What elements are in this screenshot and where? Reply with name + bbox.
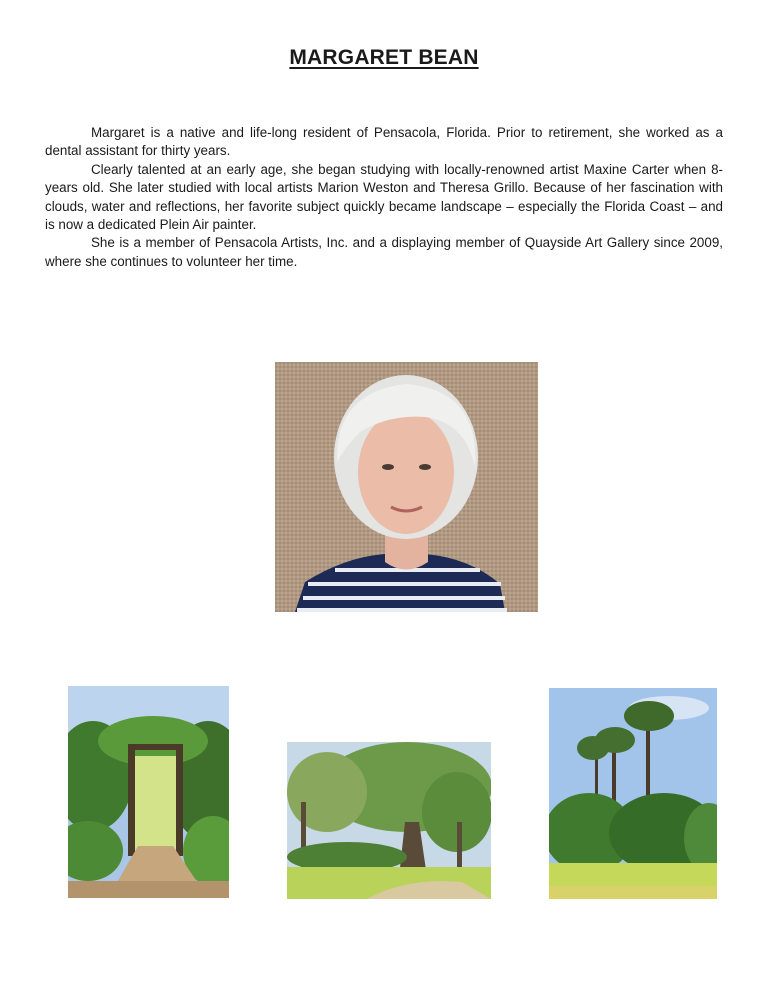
bio-paragraph-3: She is a member of Pensacola Artists, Inc. and a displaying member of Quayside Art Gallery since 2009, where she continues to volunteer her time.	[45, 235, 723, 269]
painting-pine-trees	[549, 688, 717, 899]
painting-garden-arbor	[68, 686, 229, 898]
artist-portrait-photo	[275, 362, 538, 612]
biography-text	[45, 124, 723, 271]
bio-paragraph-1: Margaret is a native and life-long resident of Pensacola, Florida. Prior to retirement, she worked as a dental assistant for thirty years.	[45, 125, 723, 159]
bio-paragraph-2: Clearly talented at an early age, she began studying with locally-renowned artist Maxine Carter when 8-years old. She later studied with local artists Marion Weston and Theresa Grillo. Because of her fascination with clouds, water and reflections, her favorite subject quickly became landscape – especially the Florida Coast – and is now a dedicated Plein Air painter.	[45, 161, 723, 233]
page-title: MARGARET BEAN	[289, 46, 479, 69]
painting-oak-tree	[287, 742, 491, 899]
